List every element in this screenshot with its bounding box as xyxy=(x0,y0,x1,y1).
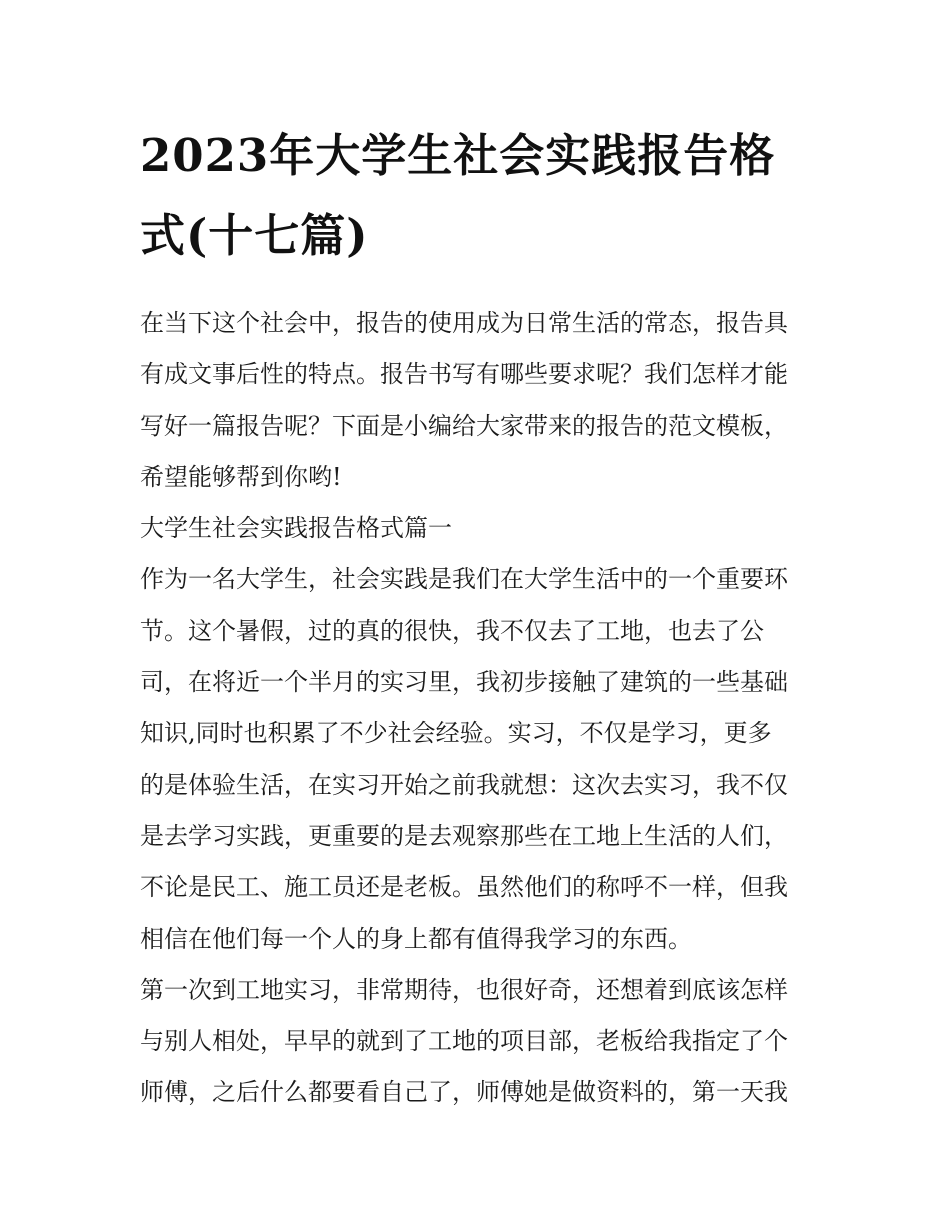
body-line: 司，在将近一个半月的实习里，我初步接触了建筑的一些基础 xyxy=(140,668,788,697)
body-line: 相信在他们每一个人的身上都有值得我学习的东西。 xyxy=(140,924,692,953)
body-line: 写好一篇报告呢？下面是小编给大家带来的报告的范文模板， xyxy=(140,411,788,440)
document-title xyxy=(140,116,812,276)
body-line: 师傅，之后什么都要看自己了，师傅她是做资料的，第一天我 xyxy=(140,1078,788,1107)
body-line: 节。这个暑假，过的真的很快，我不仅去了工地，也去了公 xyxy=(140,616,764,645)
body-line: 与别人相处，早早的就到了工地的项目部，老板给我指定了个 xyxy=(140,1027,788,1056)
document-body xyxy=(140,298,812,1119)
document-content xyxy=(140,116,812,1119)
body-line: 希望能够帮到你哟! xyxy=(140,462,342,491)
body-line: 的是体验生活，在实习开始之前我就想：这次去实习，我不仅 xyxy=(140,770,788,799)
body-line: 在当下这个社会中，报告的使用成为日常生活的常态，报告具 xyxy=(140,309,788,337)
body-line: 是去学习实践，更重要的是去观察那些在工地上生活的人们， xyxy=(140,821,788,850)
body-line: 第一次到工地实习，非常期待，也很好奇，还想着到底该怎样 xyxy=(140,975,788,1004)
title-line: 2023年大学生社会实践报告格 xyxy=(140,129,776,182)
title-line: 式(十七篇) xyxy=(140,209,369,262)
body-line: 有成文事后性的特点。报告书写有哪些要求呢？我们怎样才能 xyxy=(140,360,788,389)
section-heading: 大学生社会实践报告格式篇一 xyxy=(140,514,452,543)
body-line: 知识,同时也积累了不少社会经验。实习，不仅是学习，更多 xyxy=(140,719,772,748)
body-line: 作为一名大学生，社会实践是我们在大学生活中的一个重要环 xyxy=(140,565,788,594)
body-line: 不论是民工、施工员还是老板。虽然他们的称呼不一样，但我 xyxy=(140,873,788,902)
